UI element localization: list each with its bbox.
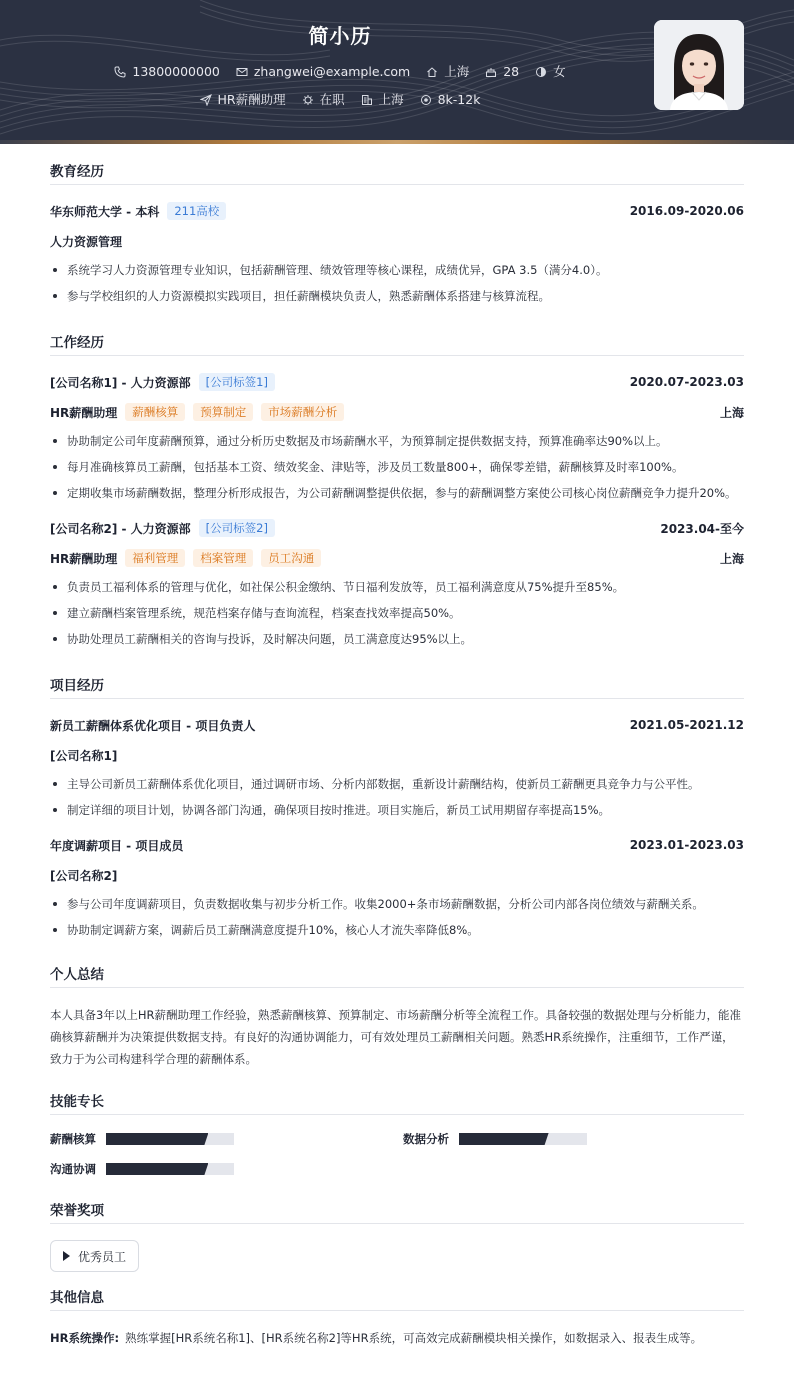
list-item: 系统学习人力资源管理专业知识，包括薪酬管理、绩效管理等核心课程，成绩优异，GPA 3.5（满分4.0）。 xyxy=(50,259,744,281)
send-icon xyxy=(200,94,212,106)
list-item: 协助处理员工薪酬相关的咨询与投诉，及时解决问题，员工满意度达95%以上。 xyxy=(50,628,744,650)
projects-section xyxy=(50,674,744,941)
position-text: HR薪酬助理 xyxy=(217,92,286,107)
role-title: HR薪酬助理 xyxy=(50,551,118,566)
mail-icon xyxy=(236,66,248,78)
status-item xyxy=(302,90,345,108)
job-date: 2020.07-2023.03 xyxy=(629,375,744,389)
project-company-row xyxy=(50,865,744,885)
job-entry xyxy=(50,518,744,650)
job-bullets xyxy=(50,430,744,504)
resume-body xyxy=(50,160,744,1349)
list-item: 参与公司年度调薪项目，负责数据收集与初步分析工作。收集2000+条市场薪酬数据，分析公司内部各岗位绩效与薪酬关系。 xyxy=(50,893,744,915)
skill-item xyxy=(50,1161,403,1177)
skill-tag: 市场薪酬分析 xyxy=(261,403,344,421)
job-intent-row xyxy=(0,90,680,108)
skill-tag: 薪酬核算 xyxy=(125,403,185,421)
section-title: 技能专长 xyxy=(50,1090,744,1115)
section-title: 荣誉奖项 xyxy=(50,1199,744,1224)
gender-icon xyxy=(535,66,547,78)
other-text: 熟练掌握[HR系统名称1]、[HR系统名称2]等HR系统，可高效完成薪酬模块相关操作，如数据录入、报表生成等。 xyxy=(125,1331,703,1345)
section-title: 其他信息 xyxy=(50,1286,744,1311)
education-section xyxy=(50,160,744,307)
project-name: 年度调薪项目 - 项目成员 xyxy=(50,838,184,853)
school-name: 华东师范大学 - 本科 xyxy=(50,204,160,219)
home-icon xyxy=(426,66,438,78)
play-icon xyxy=(63,1251,70,1261)
summary-section xyxy=(50,963,744,1070)
phone-item[interactable] xyxy=(114,64,219,79)
project-header xyxy=(50,715,744,735)
target-city-text: 上海 xyxy=(378,92,404,107)
job-date: 2023.04-至今 xyxy=(660,521,744,536)
skill-bar xyxy=(106,1163,234,1175)
job-header xyxy=(50,372,744,392)
gear-icon xyxy=(302,94,314,106)
other-info xyxy=(50,1327,744,1349)
awards-section xyxy=(50,1199,744,1272)
email-text: zhangwei@example.com xyxy=(253,63,411,79)
status-text: 在职 xyxy=(319,92,345,107)
location-text: 上海 xyxy=(444,64,470,79)
job-city: 上海 xyxy=(719,551,744,566)
skill-item xyxy=(50,1131,403,1147)
cake-icon xyxy=(485,66,497,78)
major-name: 人力资源管理 xyxy=(50,234,123,249)
section-title: 项目经历 xyxy=(50,674,744,699)
target-city-item xyxy=(361,90,404,108)
list-item: 每月准确核算员工薪酬，包括基本工资、绩效奖金、津贴等，涉及员工数量800+，确保零差错，薪酬核算及时率100%。 xyxy=(50,456,744,478)
project-date: 2021.05-2021.12 xyxy=(629,718,744,732)
project-bullets xyxy=(50,893,744,941)
project-entry xyxy=(50,835,744,941)
project-header xyxy=(50,835,744,855)
education-date: 2016.09-2020.06 xyxy=(629,204,744,218)
list-item: 建立薪酬档案管理系统，规范档案存储与查询流程，档案查找效率提高50%。 xyxy=(50,602,744,624)
skill-bar-fill xyxy=(106,1133,208,1145)
job-city: 上海 xyxy=(719,405,744,420)
role-title: HR薪酬助理 xyxy=(50,405,118,420)
gender-text: 女 xyxy=(553,64,566,79)
email-item[interactable] xyxy=(236,64,410,79)
phone-icon xyxy=(114,66,126,78)
other-section xyxy=(50,1286,744,1349)
profile-photo xyxy=(654,20,744,110)
skill-name: 沟通协调 xyxy=(50,1162,96,1176)
skill-item xyxy=(403,1131,744,1147)
list-item: 制定详细的项目计划，协调各部门沟通，确保项目按时推进。项目实施后，新员工试用期留存率提高15%。 xyxy=(50,799,744,821)
project-company-row xyxy=(50,745,744,765)
job-header xyxy=(50,518,744,538)
resume-header xyxy=(0,0,794,140)
project-date: 2023.01-2023.03 xyxy=(629,838,744,852)
section-title: 工作经历 xyxy=(50,331,744,356)
age-item xyxy=(485,64,519,79)
work-section xyxy=(50,331,744,650)
job-bullets xyxy=(50,576,744,650)
header-accent-bar xyxy=(0,140,794,144)
contact-row xyxy=(0,62,680,80)
job-entry xyxy=(50,372,744,504)
skill-bar-fill xyxy=(106,1163,208,1175)
salary-text: 8k-12k xyxy=(437,91,481,107)
major-row xyxy=(50,231,744,251)
skill-tag: 预算制定 xyxy=(193,403,253,421)
award-label: 优秀员工 xyxy=(78,1249,127,1264)
list-item: 参与学校组织的人力资源模拟实践项目，担任薪酬模块负责人，熟悉薪酬体系搭建与核算流程。 xyxy=(50,285,744,307)
role-row xyxy=(50,548,744,568)
award-badge[interactable] xyxy=(50,1240,139,1272)
position-item xyxy=(200,90,286,108)
skills-section xyxy=(50,1090,744,1177)
project-entry xyxy=(50,715,744,821)
company-tag: [公司标签1] xyxy=(199,373,275,391)
school-tag: 211高校 xyxy=(167,202,226,220)
salary-item xyxy=(420,92,481,107)
role-row xyxy=(50,402,744,422)
company-tag: [公司标签2] xyxy=(199,519,275,537)
skill-tag: 员工沟通 xyxy=(261,549,321,567)
skills-grid xyxy=(50,1131,744,1177)
education-header xyxy=(50,201,744,221)
phone-text: 13800000000 xyxy=(132,63,220,79)
summary-text: 本人具备3年以上HR薪酬助理工作经验，熟悉薪酬核算、预算制定、市场薪酬分析等全流程工作。具备较强的数据处理与分析能力，能准确核算薪酬并为决策提供数据支持。有良好的沟通协调能力，可有效处理员工薪酬相关问题。熟悉HR系统操作，注重细节，工作严谨，致力于为公司构建科学合理的薪酬体系。 xyxy=(50,1008,741,1066)
other-label: HR系统操作: xyxy=(50,1331,120,1345)
skill-tag: 福利管理 xyxy=(125,549,185,567)
building-icon xyxy=(361,94,373,106)
skill-bar xyxy=(459,1133,587,1145)
skill-bar-fill xyxy=(459,1133,549,1145)
education-bullets xyxy=(50,259,744,307)
age-text: 28 xyxy=(503,63,520,79)
project-bullets xyxy=(50,773,744,821)
list-item: 主导公司新员工薪酬体系优化项目，通过调研市场、分析内部数据，重新设计薪酬结构，使新员工薪酬更具竞争力与公平性。 xyxy=(50,773,744,795)
list-item: 协助制定公司年度薪酬预算，通过分析历史数据及市场薪酬水平，为预算制定提供数据支持，预算准确率达90%以上。 xyxy=(50,430,744,452)
skill-bar xyxy=(106,1133,234,1145)
company-name: [公司名称1] - 人力资源部 xyxy=(50,375,191,390)
list-item: 定期收集市场薪酬数据，整理分析形成报告，为公司薪酬调整提供依据，参与的薪酬调整方案使公司核心岗位薪酬竞争力提升20%。 xyxy=(50,482,744,504)
skill-name: 数据分析 xyxy=(403,1132,449,1146)
company-name: [公司名称2] - 人力资源部 xyxy=(50,521,191,536)
skill-tag: 档案管理 xyxy=(193,549,253,567)
avatar-illustration xyxy=(654,20,744,110)
gender-item xyxy=(535,62,566,80)
list-item: 负责员工福利体系的管理与优化，如社保公积金缴纳、节日福利发放等，员工福利满意度从75%提升至85%。 xyxy=(50,576,744,598)
section-title: 教育经历 xyxy=(50,160,744,185)
skill-name: 薪酬核算 xyxy=(50,1132,96,1146)
project-company: [公司名称1] xyxy=(50,748,118,763)
list-item: 协助制定调薪方案，调薪后员工薪酬满意度提升10%，核心人才流失率降低8%。 xyxy=(50,919,744,941)
candidate-name: 简小历 xyxy=(308,24,372,48)
location-item xyxy=(426,62,469,80)
section-title: 个人总结 xyxy=(50,963,744,988)
project-name: 新员工薪酬体系优化项目 - 项目负责人 xyxy=(50,718,256,733)
coin-icon xyxy=(420,94,432,106)
project-company: [公司名称2] xyxy=(50,868,118,883)
